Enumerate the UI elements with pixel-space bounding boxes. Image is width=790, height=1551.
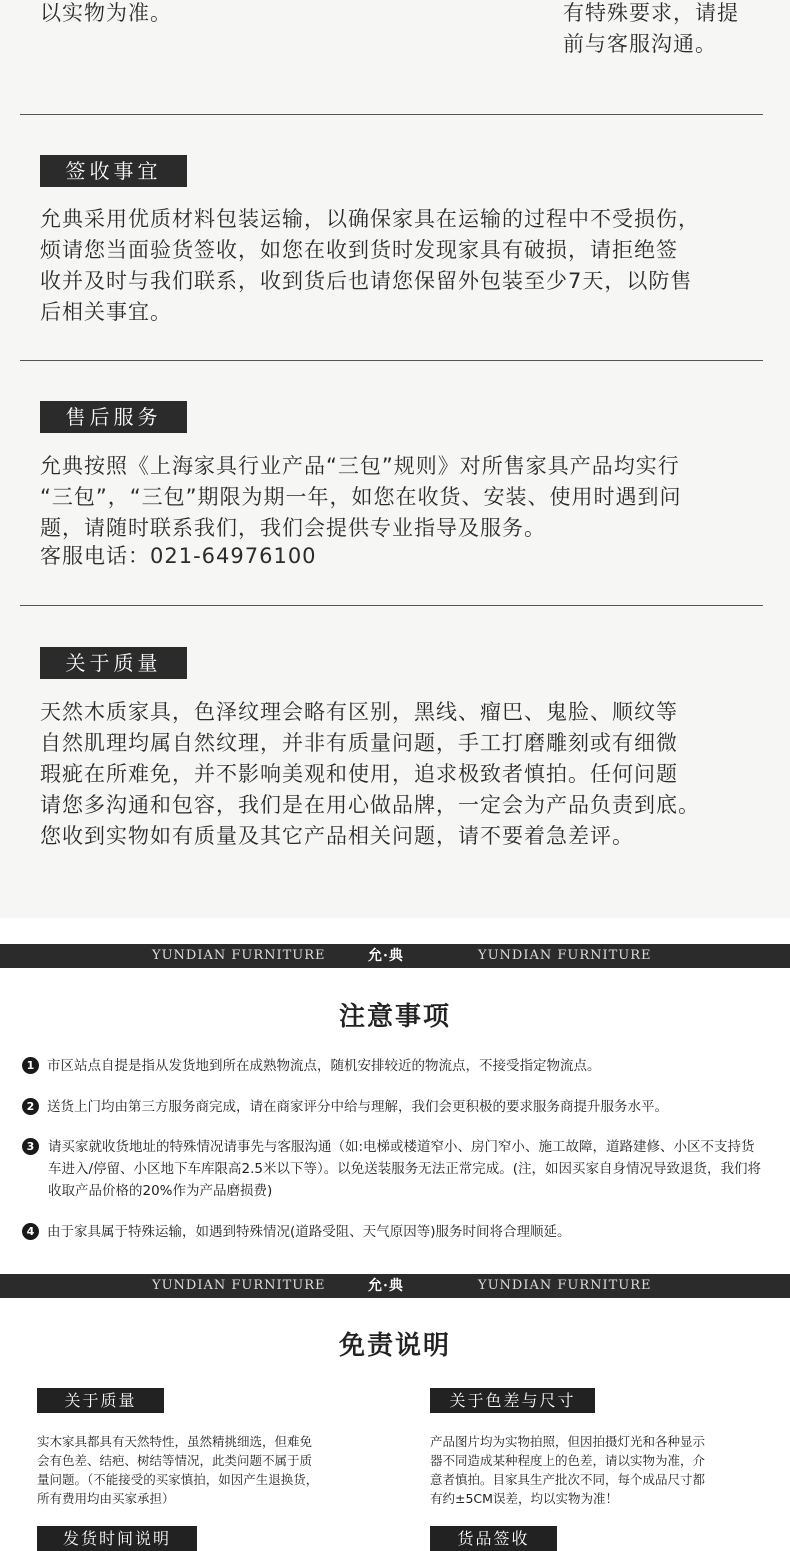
goods-sign-tag: 货品签收 (430, 1526, 557, 1551)
brand-name-right: YUNDIAN FURNITURE (478, 948, 652, 963)
cut-text-left: 以实物为准。 (40, 1, 172, 25)
brand-band (0, 1274, 790, 1298)
divider (20, 114, 763, 115)
disclaimer-quality-tag: 关于质量 (37, 1388, 164, 1413)
disclaimer-color-tag: 关于色差与尺寸 (430, 1388, 595, 1413)
brand-name-left: YUNDIAN FURNITURE (152, 1278, 326, 1293)
quality-line: 瑕疵在所难免，并不影响美观和使用，追求极致者慎拍。任何问题 (40, 762, 678, 786)
notice-text: 市区站点自提是指从发货地到所在成熟物流点，随机安排较近的物流点，不接受指定物流点。 (47, 1058, 601, 1074)
disclaimer-line: 量问题。（不能接受的买家慎拍，如因产生退换货， (37, 1472, 319, 1487)
after-sales-tag: 售后服务 (40, 401, 187, 433)
shipping-time-tag: 发货时间说明 (37, 1526, 197, 1551)
quality-tag: 关于质量 (40, 647, 187, 679)
brand-name-left: YUNDIAN FURNITURE (152, 948, 326, 963)
disclaimer-color-text (430, 1432, 705, 1508)
notice-item (22, 1221, 772, 1243)
sign-tag: 签收事宜 (40, 155, 187, 187)
disclaimer-line: 产品图片均为实物拍照，但因拍摄灯光和各种显示 (430, 1434, 706, 1449)
quality-line: 天然木质家具，色泽纹理会略有区别，黑线、瘤巴、鬼脸、顺纹等 (40, 700, 678, 724)
quality-line: 自然肌理均属自然纹理，并非有质量问题，手工打磨雕刻或有细微 (40, 731, 678, 755)
notice-text: 请买家就收货地址的特殊情况请事先与客服沟通（如:电梯或楼道窄小、房门窄小、施工故障，道路建修、小区不支持货车进入/停留、小区地下车库限高2.5米以下等）。以免送装服务无法正常完成。(注，如因买家自身情况导致退货，我们将收取产品价格的20%作为产品磨损费) (48, 1139, 762, 1199)
divider (20, 605, 763, 606)
disclaimer-title: 免责说明 (338, 1331, 451, 1361)
quality-line: 您收到实物如有质量及其它产品相关问题，请不要着急差评。 (40, 824, 634, 848)
number-1-icon: 1 (22, 1057, 39, 1074)
sign-line: 允典采用优质材料包装运输，以确保家具在运输的过程中不受损伤， (40, 207, 700, 231)
number-2-icon: 2 (22, 1098, 39, 1115)
sign-line: 烦请您当面验货签收，如您在收到货时发现家具有破损，请拒绝签 (40, 238, 678, 262)
notice-text: 由于家具属于特殊运输，如遇到特殊情况(道路受阻、天气原因等)服务时间将合理顺延。 (47, 1224, 571, 1240)
brand-logo: 允·典 (368, 1278, 404, 1294)
after-sales-line: “三包”，“三包”期限为期一年，如您在收货、安装、使用时遇到问 (40, 485, 682, 509)
disclaimer-line: 器不同造成某种程度上的色差，请以实物为准，介 (430, 1453, 706, 1468)
disclaimer-line: 意者慎拍。目家具生产批次不同，每个成品尺寸都 (430, 1472, 706, 1487)
sign-line: 收并及时与我们联系，收到货后也请您保留外包装至少7天，以防售 (40, 269, 693, 293)
brand-logo: 允·典 (368, 948, 404, 964)
brand-name-right: YUNDIAN FURNITURE (478, 1278, 652, 1293)
quality-line: 请您多沟通和包容，我们是在用心做品牌，一定会为产品负责到底。 (40, 793, 700, 817)
after-sales-line: 允典按照《上海家具行业产品“三包”规则》对所售家具产品均实行 (40, 454, 680, 478)
disclaimer-quality-text (37, 1432, 318, 1508)
notice-item (22, 1136, 764, 1202)
disclaimer-line: 有约±5CM误差，均以实物为准！ (430, 1491, 618, 1506)
notice-text: 送货上门均由第三方服务商完成，请在商家评分中给与理解，我们会更积极的要求服务商提升服务水平。 (47, 1099, 668, 1115)
after-sales-line: 题，请随时联系我们，我们会提供专业指导及服务。 (40, 516, 546, 540)
number-3-icon: 3 (22, 1138, 39, 1155)
divider (20, 360, 763, 361)
disclaimer-line: 会有色差、结疤、树结等情况，此类问题不属于质 (37, 1453, 313, 1468)
brand-band (0, 944, 790, 968)
notice-item (22, 1055, 772, 1077)
cut-text-right-2: 前与客服沟通。 (563, 32, 717, 56)
disclaimer-line: 实木家具都具有天然特性，虽然精挑细选，但难免 (37, 1434, 313, 1449)
sign-line: 后相关事宜。 (40, 300, 172, 324)
service-phone: 客服电话：021-64976100 (40, 544, 317, 568)
notice-title: 注意事项 (338, 1002, 451, 1032)
number-4-icon: 4 (22, 1223, 39, 1240)
cut-text-right-1: 有特殊要求，请提 (563, 1, 739, 25)
disclaimer-line: 所有费用均由买家承担） (37, 1491, 175, 1506)
notice-item (22, 1096, 772, 1118)
